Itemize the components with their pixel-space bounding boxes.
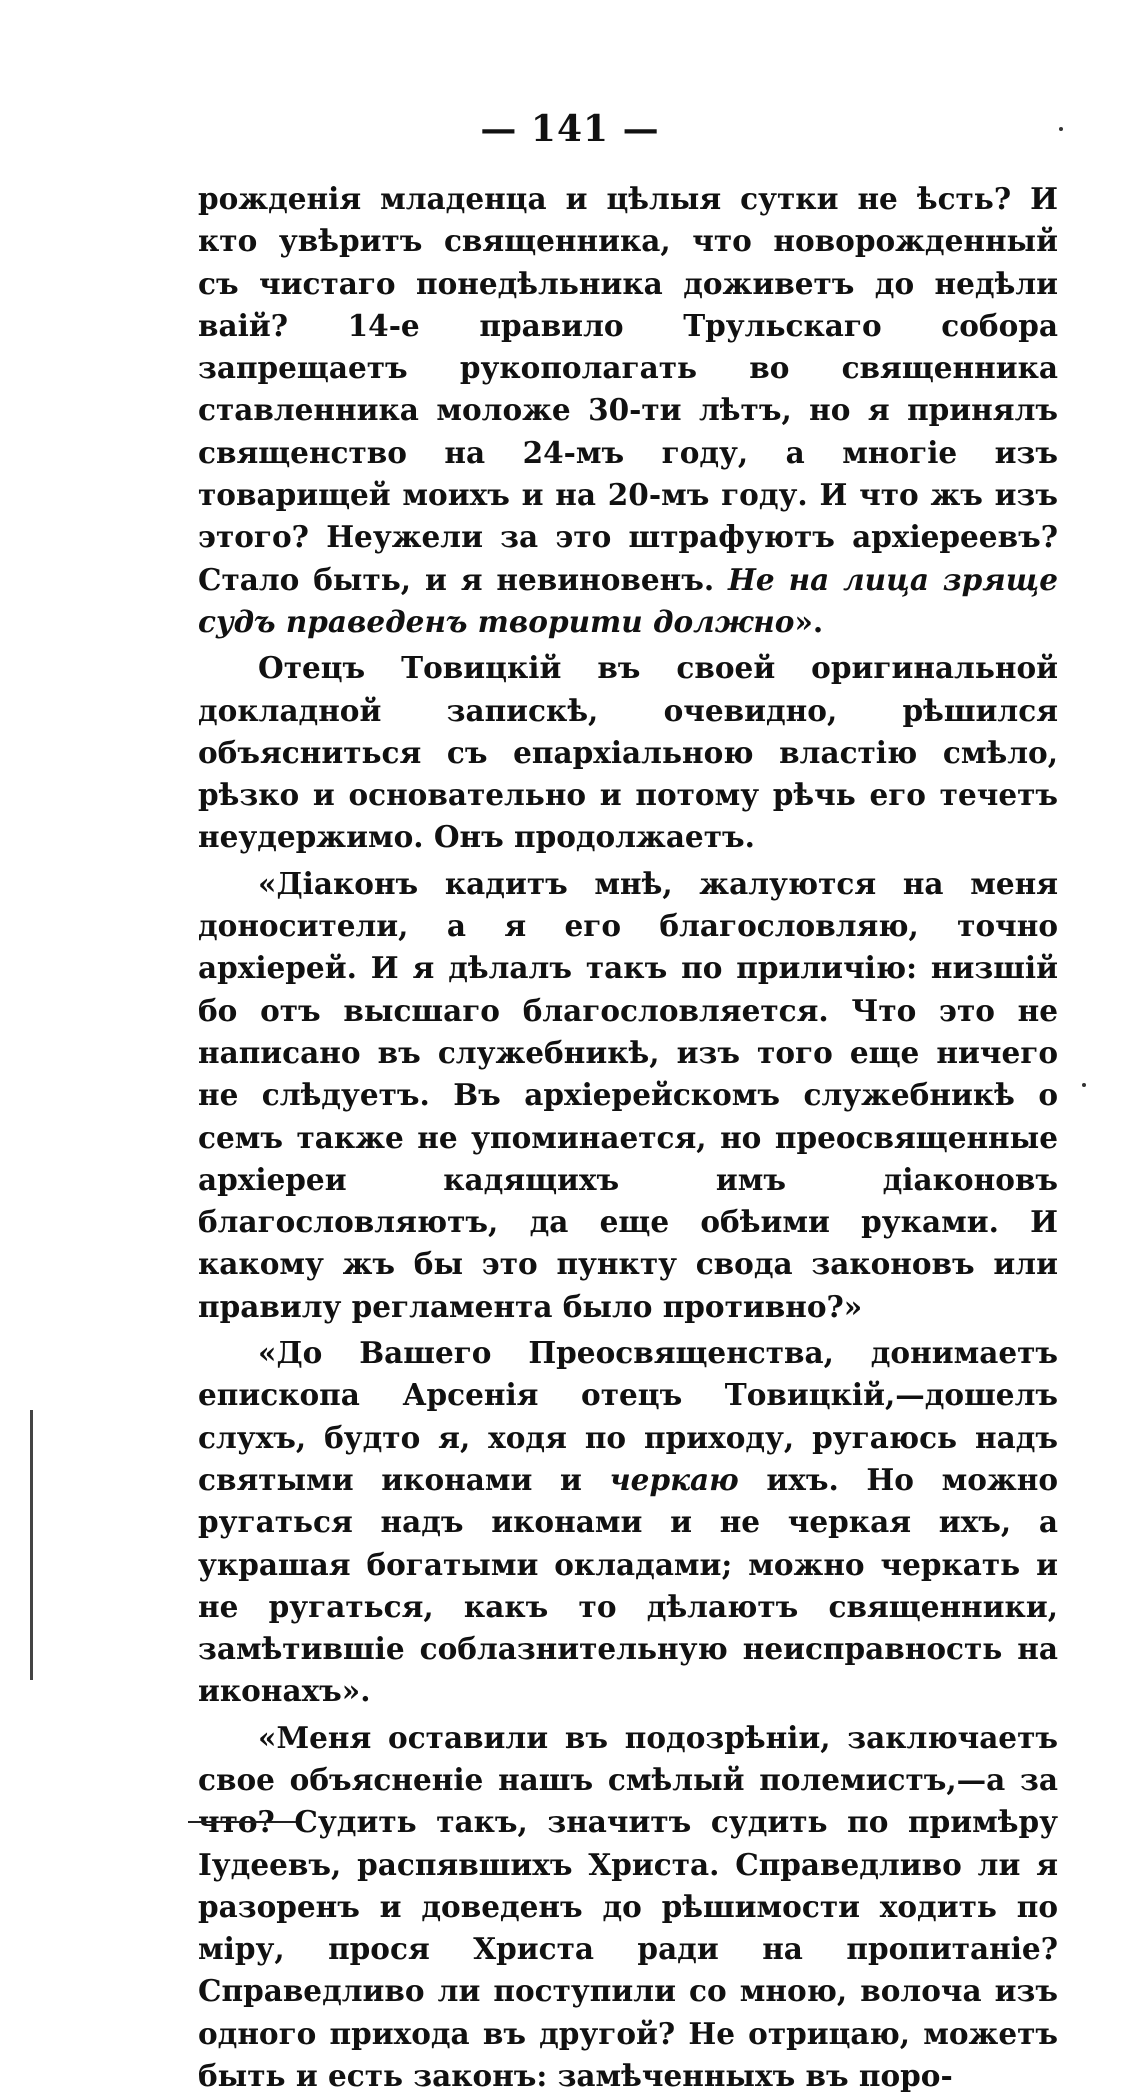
paragraph-1-tail: ». [794,603,824,639]
page-body [198,178,1058,2097]
paragraph-1 [198,178,1058,643]
paragraph-1-lead: рожденія младенца и цѣлыя сутки не ѣсть? И кто увѣритъ священника, что новорожденный съ чистаго понедѣльника доживетъ до недѣли ваій? 14-е правило Трульскаго собора запрещаетъ рукополагать во священника ставленника моложе 30-ти лѣтъ, но я принялъ священство на 24-мъ году, а многіе изъ товарищей моихъ и на 20-мъ году. И что жъ изъ этого? Неужели за это штрафуютъ архіереевъ? Стало быть, и я невиновенъ. [198,181,1058,597]
paragraph-4 [198,1332,1058,1713]
paragraph-3: «Діаконъ кадитъ мнѣ, жалуются на меня доносители, а я его благословляю, точно архіерей. И я дѣлалъ такъ по приличію: низшій бо отъ высшаго благословляется. Что это не написано въ служебникѣ, изъ того еще ничего не слѣдуетъ. Въ архіерейскомъ служебникѣ о семъ также не упоминается, но преосвященные архіереи кадящихъ имъ діаконовъ благословляютъ, да еще обѣими руками. И какому жъ бы это пункту свода законовъ или правилу регламента было противно?» [198,865,1058,1324]
binding-edge-mark [30,1410,33,1680]
print-speck [1082,1083,1086,1087]
print-speck [1059,127,1063,131]
paragraph-4-tail: ихъ. Но можно ругаться надъ иконами и не черкая ихъ, а украшая богатыми окладами; можно черкать и не ругаться, какъ то дѣлаютъ священники, замѣтившіе соблазнительную неисправность на иконахъ». [198,1461,1058,1709]
paragraph-1-emphasis: Не на лица зряще судъ праведенъ творити должно [198,561,1058,639]
paragraph-4-lead: «До Вашего Преосвященства, донимаетъ епископа Арсенія отецъ Товицкій,—дошелъ слухъ, будто я, ходя по приходу, ругаюсь надъ святыми иконами и [198,1335,1058,1497]
footnote-rule [188,1821,296,1823]
page-number: — 141 — [480,108,660,150]
paragraph-4-emphasis: черкаю [609,1461,739,1497]
paragraph-2: Отецъ Товицкій въ своей оригинальной докладной запискѣ, очевидно, рѣшился объясниться съ епархіальною властію смѣло, рѣзко и основательно и потому рѣчь его течетъ неудержимо. Онъ продолжаетъ. [198,650,1058,855]
paragraph-5: «Меня оставили въ подозрѣніи, заключаетъ свое объясненіе нашъ смѣлый полемистъ,—а за что? Судить такъ, значитъ судить по примѣру Іудеевъ, распявшихъ Христа. Справедливо ли я разоренъ и доведенъ до рѣшимости ходить по міру, прося Христа ради на пропитаніе? Справедливо ли поступили со мною, волоча изъ одного прихода въ другой? Не отрицаю, можетъ быть и есть законъ: замѣченныхъ въ поро- [198,1719,1058,2094]
